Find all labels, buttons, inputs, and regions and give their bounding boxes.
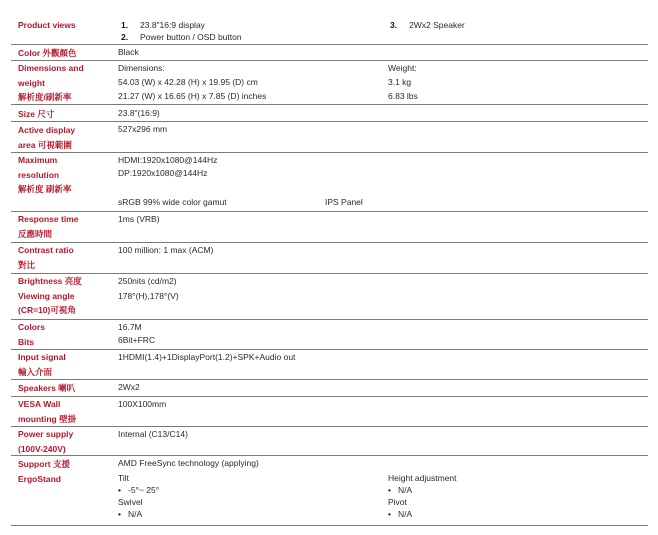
label-line: Active display bbox=[18, 125, 76, 135]
bullet-icon: • bbox=[388, 509, 391, 519]
label-line: Colors bbox=[18, 322, 45, 332]
row-label bbox=[18, 123, 114, 152]
color-value: Black bbox=[118, 47, 139, 57]
pivot-na: N/A bbox=[398, 509, 413, 519]
bits-value: 6Bit+FRC bbox=[118, 335, 156, 345]
power-value: Internal (C13/C14) bbox=[118, 429, 188, 439]
height-na: N/A bbox=[398, 485, 413, 495]
bullet-icon: • bbox=[118, 485, 121, 495]
spec-table bbox=[11, 0, 648, 526]
item-number: 1. bbox=[121, 20, 129, 30]
label-line: Bits bbox=[18, 336, 35, 347]
brightness-value: 250nits (cd/m2) bbox=[118, 276, 177, 286]
row-product-views bbox=[11, 0, 648, 45]
panel-type: IPS Panel bbox=[325, 197, 363, 207]
row-label bbox=[18, 153, 114, 197]
row-label bbox=[18, 427, 114, 456]
label-line: 輸入介面 bbox=[18, 366, 53, 377]
resolution-hdmi: HDMI:1920x1080@144Hz bbox=[118, 155, 218, 165]
swivel-na: N/A bbox=[128, 509, 143, 519]
label-line: Maximum bbox=[18, 155, 58, 165]
row-input bbox=[11, 350, 648, 380]
row-resolution bbox=[11, 153, 648, 212]
resolution-dp: DP:1920x1080@144Hz bbox=[118, 168, 208, 178]
size-value: 23.8"(16:9) bbox=[118, 108, 160, 118]
swivel-value bbox=[118, 507, 142, 522]
contrast-value: 100 million: 1 max (ACM) bbox=[118, 245, 214, 255]
active-area-value: 527x296 mm bbox=[118, 124, 168, 134]
label-line: Response time bbox=[18, 214, 79, 224]
label-line: 對比 bbox=[18, 259, 36, 270]
weight-title: Weight: bbox=[388, 63, 417, 73]
row-support bbox=[11, 456, 648, 526]
row-speakers bbox=[11, 380, 648, 397]
label-line: Contrast ratio bbox=[18, 245, 74, 255]
speakers-value: 2Wx2 bbox=[118, 382, 140, 392]
row-colors bbox=[11, 320, 648, 350]
label-line: Power supply bbox=[18, 429, 74, 439]
label-line: Dimensions and bbox=[18, 63, 84, 73]
row-label bbox=[18, 350, 114, 379]
freesync-value: AMD FreeSync technology (applying) bbox=[118, 458, 259, 468]
label-line: Brightness 亮度 bbox=[18, 276, 82, 286]
swivel-title: Swivel bbox=[118, 497, 143, 507]
label-line: 解析度/刷新率 bbox=[18, 92, 72, 102]
label-line: Support 支援 bbox=[18, 459, 70, 469]
row-label bbox=[18, 212, 114, 241]
item-text: 2Wx2 Speaker bbox=[409, 20, 465, 30]
label-line: 解析度 刷新率 bbox=[18, 184, 72, 194]
height-title: Height adjustment bbox=[388, 473, 457, 483]
label-line: resolution bbox=[18, 169, 60, 180]
item-number: 2. bbox=[121, 32, 129, 42]
row-size bbox=[11, 105, 648, 122]
weight-kg: 3.1 kg bbox=[388, 77, 412, 87]
label-line: 反應時間 bbox=[18, 228, 53, 239]
pivot-title: Pivot bbox=[388, 497, 407, 507]
tilt-title: Tilt bbox=[118, 473, 130, 483]
label-line: ErgoStand bbox=[18, 473, 61, 484]
product-view-item-2 bbox=[121, 30, 242, 45]
label-line: weight bbox=[18, 77, 45, 88]
color-gamut: sRGB 99% wide color gamut bbox=[118, 197, 227, 207]
row-color bbox=[11, 45, 648, 61]
row-label bbox=[18, 274, 114, 318]
row-label bbox=[18, 243, 114, 272]
colors-value: 16.7M bbox=[118, 322, 142, 332]
tilt-range: -5°~ 25° bbox=[128, 485, 160, 495]
row-label: Size 尺寸 bbox=[18, 109, 55, 119]
row-label bbox=[18, 397, 114, 426]
item-number: 3. bbox=[390, 20, 398, 30]
label-line: mounting 壁掛 bbox=[18, 413, 77, 424]
row-label: Product views bbox=[18, 20, 76, 30]
row-response bbox=[11, 212, 648, 243]
input-value: 1HDMI(1.4)+1DisplayPort(1.2)+SPK+Audio out bbox=[118, 352, 296, 362]
dimensions-title: Dimensions: bbox=[118, 63, 165, 73]
item-text: 23.8"16:9 display bbox=[140, 20, 205, 30]
row-brightness bbox=[11, 274, 648, 320]
row-label bbox=[18, 320, 114, 349]
row-label bbox=[18, 457, 114, 486]
dimensions-inches: 21.27 (W) x 16.65 (H) x 7.85 (D) inches bbox=[118, 91, 267, 101]
label-line: Input signal bbox=[18, 352, 66, 362]
label-line: Viewing angle bbox=[18, 290, 75, 301]
product-view-item-3 bbox=[390, 18, 465, 33]
item-text: Power button / OSD button bbox=[140, 32, 242, 42]
weight-lbs: 6.83 lbs bbox=[388, 91, 418, 101]
row-dimensions bbox=[11, 61, 648, 105]
dimensions-cm: 54.03 (W) x 42.28 (H) x 19.95 (D) cm bbox=[118, 77, 258, 87]
label-line: (100V-240V) bbox=[18, 443, 66, 454]
label-line: area 可視範圍 bbox=[18, 139, 72, 150]
label-line: (CR=10)可視角 bbox=[18, 305, 76, 315]
row-active-area bbox=[11, 122, 648, 153]
viewing-angle-value: 178°(H),178°(V) bbox=[118, 291, 179, 301]
pivot-value bbox=[388, 507, 412, 522]
row-label bbox=[18, 61, 114, 105]
row-label: Speakers 喇叭 bbox=[18, 383, 76, 393]
vesa-value: 100X100mm bbox=[118, 399, 167, 409]
row-label: Color 外觀顏色 bbox=[18, 48, 77, 58]
row-vesa bbox=[11, 397, 648, 427]
label-line: VESA Wall bbox=[18, 399, 61, 409]
bullet-icon: • bbox=[388, 485, 391, 495]
row-power bbox=[11, 427, 648, 456]
row-contrast bbox=[11, 243, 648, 274]
bullet-icon: • bbox=[118, 509, 121, 519]
response-value: 1ms (VRB) bbox=[118, 214, 160, 224]
